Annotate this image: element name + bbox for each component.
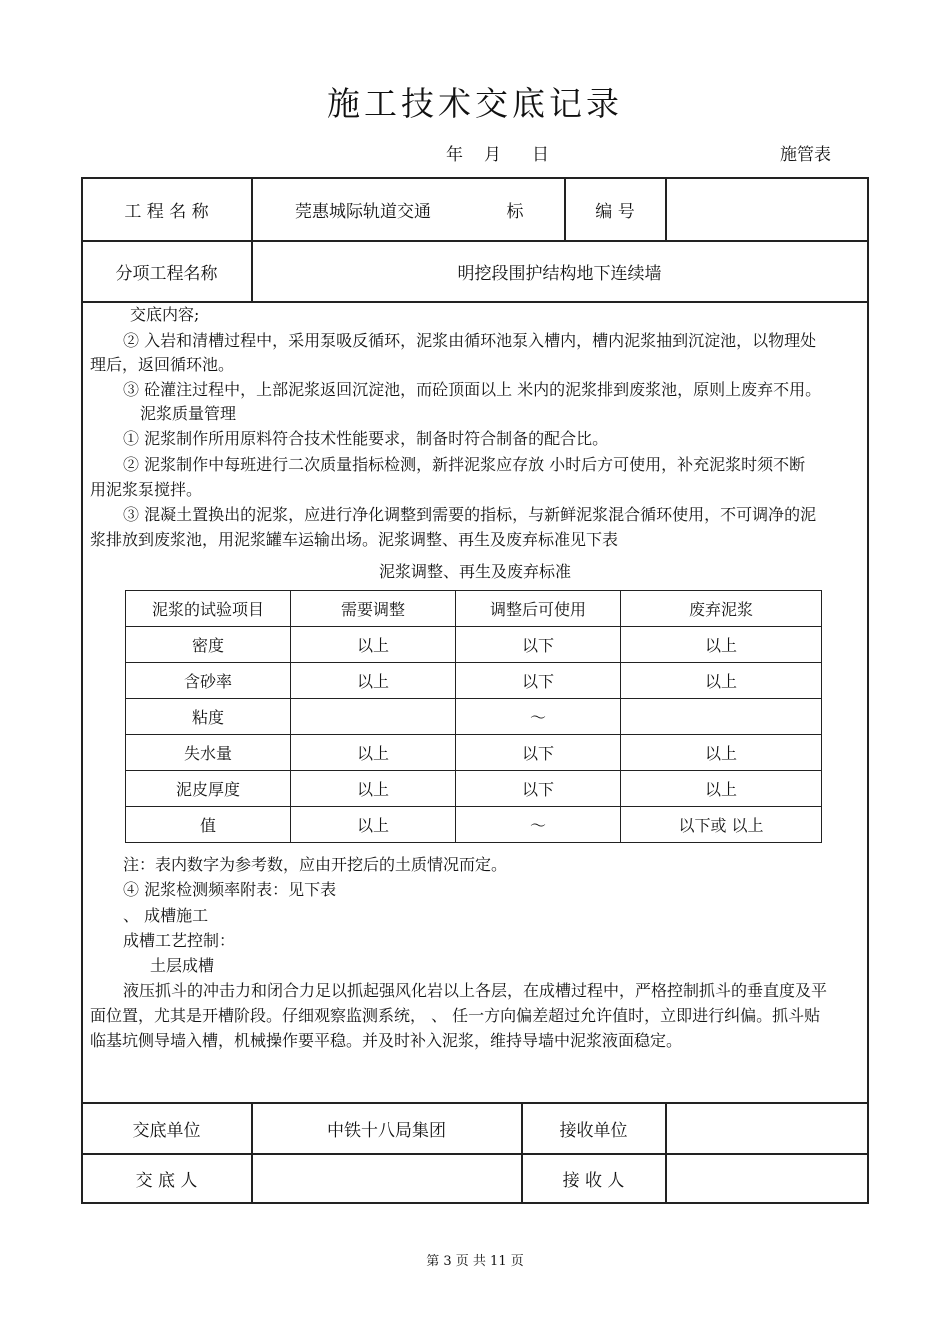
table-cell: 失水量	[126, 735, 291, 771]
mud-table-title: 泥浆调整、再生及废弃标准	[378, 562, 571, 581]
sub-project-value: 明挖段围护结构地下连续墙	[457, 263, 662, 284]
project-name-value: 莞惠城际轨道交通	[295, 201, 431, 222]
table-cell: 以上	[621, 771, 822, 807]
table-cell: ～	[456, 807, 621, 843]
table-cell	[621, 699, 822, 735]
table-row	[126, 627, 822, 663]
table-header-row	[126, 591, 822, 627]
table-cell: 粘度	[126, 699, 291, 735]
receiver-unit-value	[666, 1103, 866, 1153]
content-line: 临基坑侧导墙入槽，机械操作要平稳。并及时补入泥浆，维持导墙中泥浆液面稳定。	[90, 1031, 683, 1050]
receiver-unit-label: 接收单位	[559, 1120, 628, 1141]
table-cell: ～	[456, 699, 621, 735]
table-row	[126, 771, 822, 807]
table-note: 注：表内数字为参考数，应由开挖后的土质情况而定。	[123, 855, 508, 874]
content-line: ② 入岩和清槽过程中，采用泵吸反循环，泥浆由循环池泵入槽内，槽内泥浆抽到沉淀池，以物理处	[123, 331, 817, 350]
table-header-cell: 泥浆的试验项目	[126, 591, 291, 627]
content-subheading: 土层成槽	[150, 956, 215, 975]
table-row	[126, 663, 822, 699]
content-line: ④ 泥浆检测频率附表：见下表	[123, 880, 337, 899]
table-cell: 以下	[456, 627, 621, 663]
issuer-label: 交 底 人	[135, 1170, 198, 1191]
table-cell	[291, 699, 456, 735]
date-year-label: 年	[446, 145, 463, 165]
table-cell: 值	[126, 807, 291, 843]
number-value	[666, 178, 866, 240]
table-row	[126, 699, 822, 735]
content-subheading: 泥浆质量管理	[140, 404, 237, 423]
receiver-value	[666, 1154, 866, 1202]
table-cell: 泥皮厚度	[126, 771, 291, 807]
table-cell: 以上	[291, 663, 456, 699]
table-cell: 以上	[621, 735, 822, 771]
table-header-cell: 调整后可使用	[456, 591, 621, 627]
sub-project-label: 分项工程名称	[115, 263, 218, 284]
content-line: 浆排放到废浆池，用泥浆罐车运输出场。泥浆调整、再生及废弃标准见下表	[90, 530, 619, 549]
mud-standards-table	[125, 590, 822, 843]
table-cell: 以上	[621, 663, 822, 699]
content-line: ① 泥浆制作所用原料符合技术性能要求，制备时符合制备的配合比。	[123, 429, 609, 448]
table-header-cell: 需要调整	[291, 591, 456, 627]
content-line: ③ 砼灌注过程中，上部泥浆返回沉淀池，而砼顶面以上 米内的泥浆排到废浆池，原则上废弃不用。	[123, 380, 822, 399]
content-line: ② 泥浆制作中每班进行二次质量指标检测，新拌泥浆应存放 小时后方可使用，补充泥浆时须不断	[123, 455, 806, 474]
bid-label: 标	[506, 201, 524, 222]
table-cell: 以下	[456, 771, 621, 807]
content-line: ③ 混凝土置换出的泥浆，应进行净化调整到需要的指标，与新鲜泥浆混合循环使用，不可调净的泥	[123, 505, 817, 524]
content-line: 液压抓斗的冲击力和闭合力足以抓起强风化岩以上各层，在成槽过程中，严格控制抓斗的垂直度及平	[123, 981, 828, 1000]
table-cell: 以上	[291, 735, 456, 771]
content-subheading: 、 成槽施工	[123, 906, 209, 925]
project-name-label: 工 程 名 称	[124, 201, 209, 222]
table-cell: 含砂率	[126, 663, 291, 699]
table-cell: 以下	[456, 663, 621, 699]
table-row	[126, 807, 822, 843]
date-day-label: 日	[532, 145, 549, 165]
page-title: 施工技术交底记录	[327, 84, 623, 123]
date-month-label: 月	[484, 145, 501, 165]
content-line: 理后，返回循环池。	[90, 355, 235, 374]
table-row	[126, 735, 822, 771]
table-cell: 以上	[291, 807, 456, 843]
table-cell: 以上	[291, 627, 456, 663]
issuer-unit-value: 中铁十八局集团	[327, 1120, 446, 1141]
table-cell: 以下或 以上	[621, 807, 822, 843]
receiver-label: 接 收 人	[562, 1170, 625, 1191]
table-cell: 密度	[126, 627, 291, 663]
table-cell: 以下	[456, 735, 621, 771]
page-number: 第 3 页 共 11 页	[426, 1254, 524, 1269]
issuer-value	[252, 1154, 521, 1202]
table-header-cell: 废弃泥浆	[621, 591, 822, 627]
form-code: 施管表	[780, 145, 831, 165]
content-subheading: 成槽工艺控制：	[123, 931, 236, 950]
content-heading: 交底内容;	[130, 305, 200, 324]
issuer-unit-label: 交底单位	[132, 1120, 201, 1141]
table-cell: 以上	[621, 627, 822, 663]
table-cell: 以上	[291, 771, 456, 807]
number-label: 编 号	[595, 201, 635, 222]
content-line: 面位置，尤其是开槽阶段。仔细观察监测系统， 、 任一方向偏差超过允许值时，立即进行纠偏。抓斗贴	[90, 1006, 821, 1025]
content-line: 用泥浆泵搅拌。	[90, 480, 203, 499]
